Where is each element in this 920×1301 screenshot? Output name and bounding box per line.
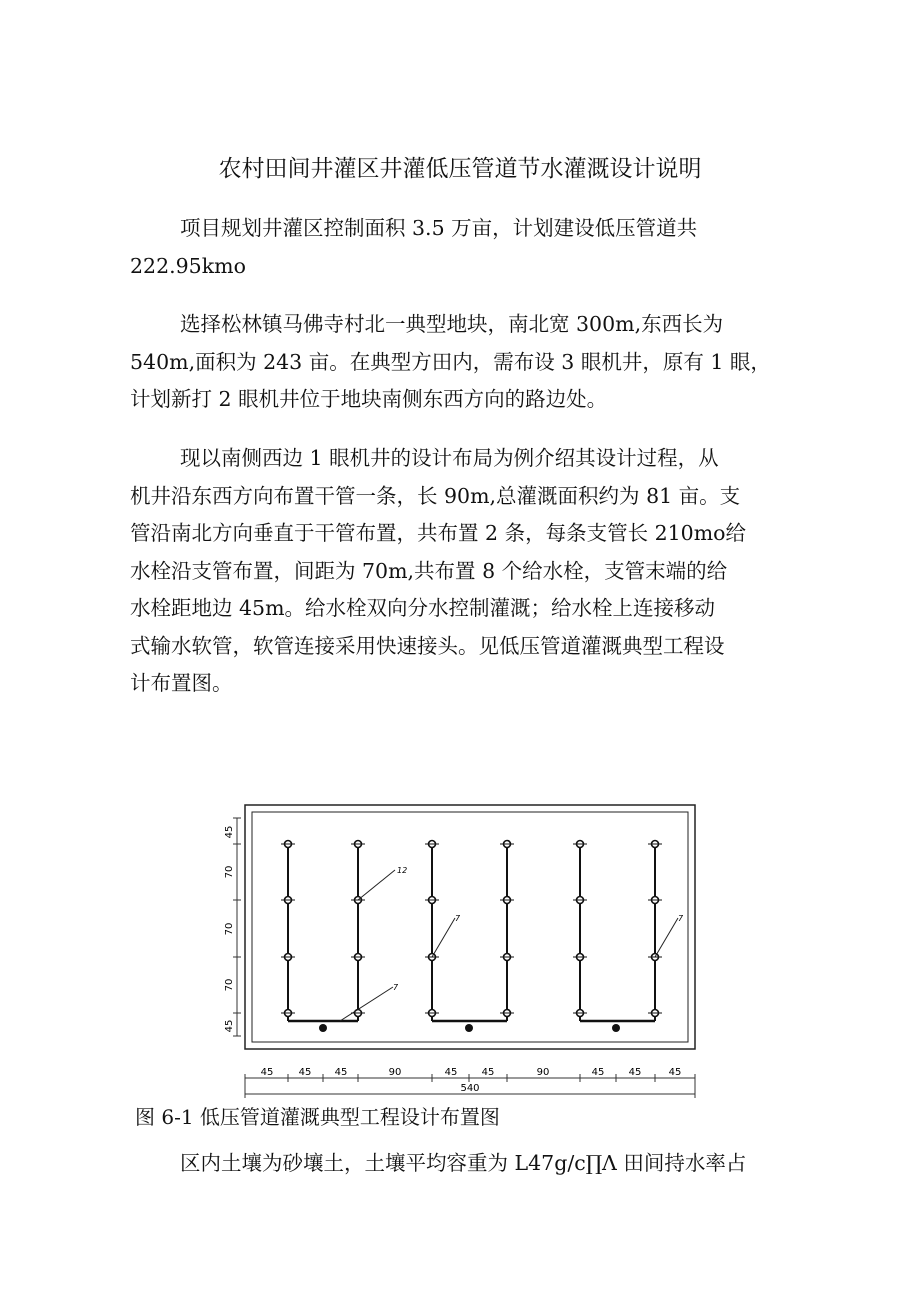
paragraph-line: 现以南侧西边 1 眼机井的设计布局为例介绍其设计过程，从 [180, 446, 719, 470]
left-dim-label: 45 [224, 825, 235, 839]
annotation-label: 7 [393, 983, 399, 992]
total-dim-label: 540 [460, 1083, 480, 1094]
left-dim-label: 70 [224, 978, 235, 992]
well-icon [319, 1024, 327, 1032]
annotation-label: 7 [455, 914, 461, 923]
figure-caption: 图 6-1 低压管道灌溉典型工程设计布置图 [135, 1105, 500, 1129]
bottom-dim-label: 45 [481, 1067, 495, 1078]
document-title: 农村田间井灌区井灌低压管道节水灌溉设计说明 [218, 156, 702, 182]
bottom-dim-label: 45 [628, 1067, 642, 1078]
paragraph-line: 222.95kmo [130, 253, 246, 278]
left-dim-label: 45 [224, 1019, 235, 1033]
paragraph-line: 水栓沿支管布置，间距为 70m,共布置 8 个给水栓，支管末端的给 [130, 558, 728, 583]
hydrants [281, 841, 662, 1017]
annotation-label: 7 [678, 914, 684, 923]
paragraph-line: 计布置图。 [130, 671, 233, 695]
well-icon [465, 1024, 473, 1032]
bottom-dim-label: 45 [591, 1067, 605, 1078]
annotation-label: 12 [397, 866, 408, 875]
bottom-dim-label: 45 [298, 1067, 312, 1078]
field-outer-border [245, 805, 695, 1049]
field-inner-border [252, 812, 688, 1042]
paragraph-line: 项目规划井灌区控制面积 3.5 万亩，计划建设低压管道共 [180, 216, 698, 240]
left-dim-label: 70 [224, 922, 235, 936]
paragraph-line: 机井沿东西方向布置干管一条，长 90m,总灌溉面积约为 81 亩。支 [130, 483, 741, 508]
bottom-dim-label: 90 [388, 1067, 402, 1078]
paragraph-line: 水栓距地边 45m。给水栓双向分水控制灌溉；给水栓上连接移动 [130, 596, 716, 620]
paragraph-3 [130, 440, 790, 703]
bottom-dim-label: 45 [260, 1067, 274, 1078]
bottom-dim-label: 45 [444, 1067, 458, 1078]
paragraph-line: 管沿南北方向垂直于干管布置，共布置 2 条，每条支管长 210mo给 [130, 521, 746, 545]
paragraph-line: 540m,面积为 243 亩。在典型方田内，需布设 3 眼机井，原有 1 眼， [130, 349, 771, 374]
well-icon [612, 1024, 620, 1032]
paragraph-line: 式输水软管，软管连接采用快速接头。见低压管道灌溉典型工程设 [130, 633, 725, 658]
layout-diagram [215, 800, 705, 1100]
paragraph-line: 计划新打 2 眼机井位于地块南侧东西方向的路边处。 [130, 387, 608, 411]
paragraph-2 [130, 306, 790, 419]
lateral-pipes [288, 844, 655, 1013]
paragraph-4-first-line: 区内土壤为砂壤土，土壤平均容重为 L47g∕c∏Λ 田间持水率占 [180, 1151, 747, 1175]
wells [319, 1024, 620, 1032]
bottom-dim-label: 45 [668, 1067, 682, 1078]
bottom-dim-label: 45 [334, 1067, 348, 1078]
left-dim-label: 70 [224, 865, 235, 879]
paragraph-line: 选择松林镇马佛寺村北一典型地块，南北宽 300m,东西长为 [180, 312, 724, 336]
paragraph-1 [130, 210, 790, 285]
layout-figure [215, 800, 705, 1100]
leader-lines [340, 870, 678, 1021]
bottom-dim-label: 90 [536, 1067, 550, 1078]
